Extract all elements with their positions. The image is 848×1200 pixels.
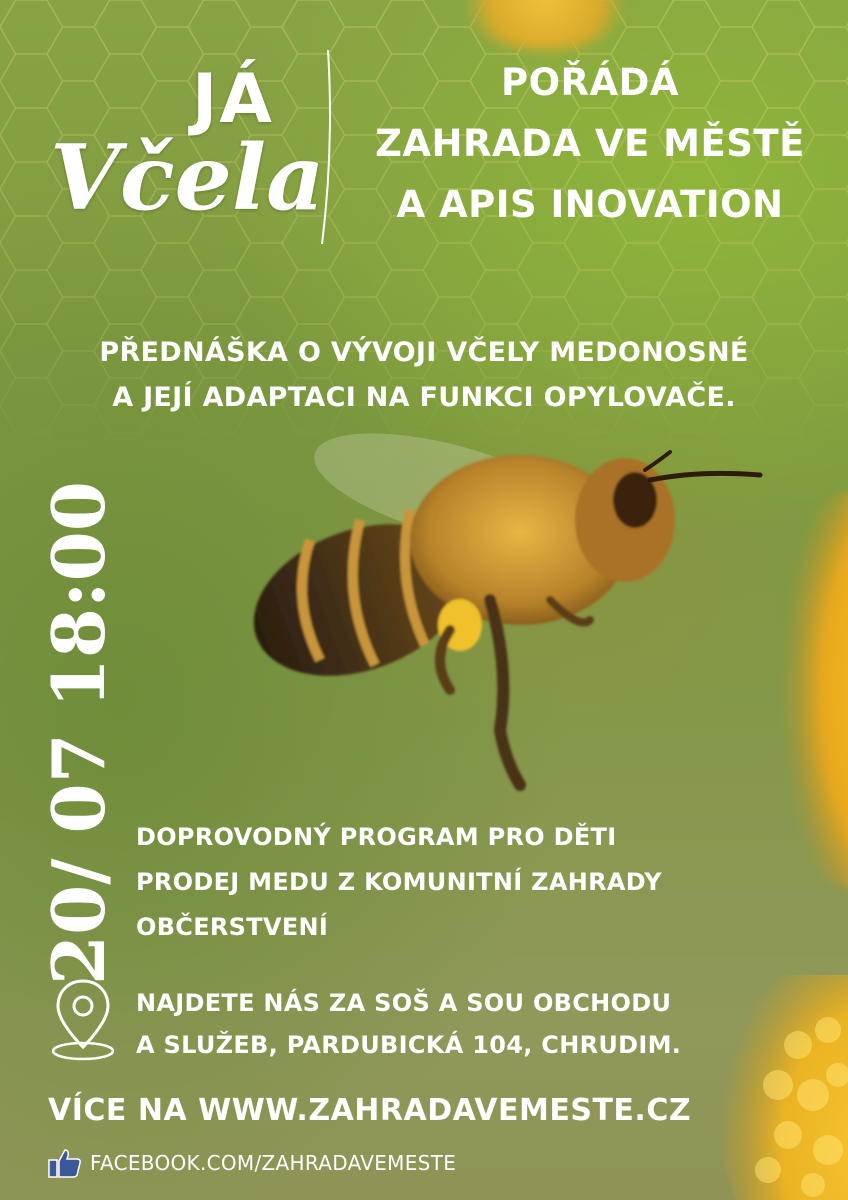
organizer-line: ZAHRADA VE MĚSTĚ	[375, 122, 805, 165]
program-item: OBČERSTVENÍ	[136, 913, 329, 941]
location-block	[136, 982, 681, 1066]
program-item: DOPROVODNÝ PROGRAM PRO DĚTI	[136, 823, 617, 851]
location-pin-icon	[48, 975, 118, 1065]
program-item: PRODEJ MEDU Z KOMUNITNÍ ZAHRADY	[136, 868, 662, 896]
title-vcela: Včela	[50, 125, 325, 231]
facebook-url: FACEBOOK.COM/ZAHRADAVEMESTE	[90, 1151, 457, 1175]
website-link[interactable]: VÍCE NA WWW.ZAHRADAVEMESTE.CZ	[48, 1093, 692, 1128]
title-divider	[318, 48, 338, 248]
location-line: NAJDETE NÁS ZA SOŠ A SOU OBCHODU	[136, 989, 672, 1017]
lecture-description	[0, 330, 848, 420]
yellow-flower-bottom	[718, 975, 848, 1200]
facebook-link[interactable]	[48, 1148, 456, 1178]
lecture-line: A JEJÍ ADAPTACI NA FUNKCI OPYLOVAČE.	[112, 382, 736, 413]
location-line: A SLUŽEB, PARDUBICKÁ 104, CHRUDIM.	[136, 1031, 682, 1059]
lecture-line: PŘEDNÁŠKA O VÝVOJI VČELY MEDONOSNÉ	[99, 337, 749, 368]
title-ja: JÁ	[192, 60, 274, 139]
event-datetime: 20/ 07 18:00	[36, 481, 121, 985]
organizer-line: POŘÁDÁ	[500, 61, 680, 104]
organizer-line: A APIS INOVATION	[396, 183, 784, 226]
program-list	[136, 815, 662, 950]
organizer-block	[340, 52, 840, 235]
thumbs-up-icon	[48, 1148, 82, 1178]
honeybee-illustration	[250, 430, 770, 810]
